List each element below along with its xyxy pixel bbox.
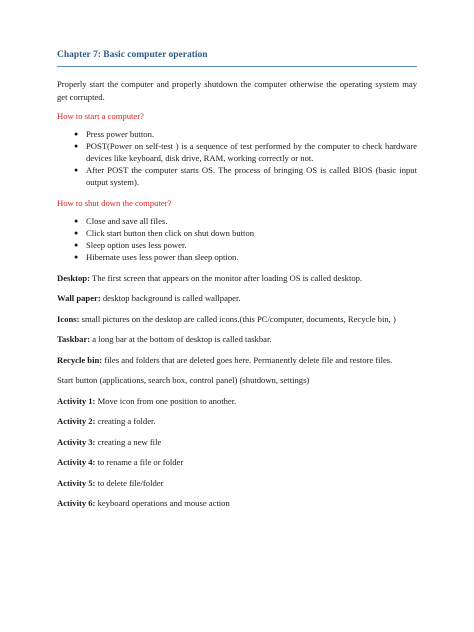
bullet-icon: ● bbox=[74, 130, 79, 138]
activity-term: Activity 3: bbox=[57, 436, 96, 447]
definition-text: a long bar at the bottom of desktop is called taskbar. bbox=[90, 334, 272, 344]
list-item: ● Sleep option uses less power. bbox=[74, 240, 187, 251]
chapter-title: Chapter 7: Basic computer operation bbox=[57, 50, 417, 67]
shutdown-steps-list bbox=[57, 215, 417, 263]
activity-term: Activity 6: bbox=[57, 498, 96, 508]
bullet-icon: ● bbox=[74, 253, 79, 262]
activity-1 bbox=[57, 395, 417, 407]
activity-text: to rename a file or folder bbox=[95, 457, 184, 467]
definition-term: Desktop: bbox=[57, 272, 90, 283]
bullet-icon: ● bbox=[74, 217, 79, 226]
definition-term: Recycle bin: bbox=[57, 354, 103, 365]
activity-term: Activity 2: bbox=[57, 416, 96, 426]
definitions-section bbox=[57, 272, 417, 510]
start-button-note: Start button (applications, search box, control panel) (shutdown, settings) bbox=[57, 375, 310, 385]
list-item: ● Press power button. bbox=[74, 129, 155, 139]
definition-text: small pictures on the desktop are called icons.(this PC/computer, documents, Recycle bin, ) bbox=[79, 313, 396, 324]
shutdown-section-heading: How to shut down the computer? bbox=[57, 198, 172, 208]
activity-text: keyboard operations and mouse action bbox=[95, 498, 230, 508]
start-steps-list bbox=[57, 128, 417, 188]
activity-2 bbox=[57, 415, 417, 427]
list-item: ● After POST the computer starts OS. The process of bringing OS is called BIOS (basic input output system). bbox=[74, 165, 417, 187]
definition-text: The first screen that appears on the monitor after loading OS is called desktop. bbox=[89, 272, 363, 283]
start-section-heading: How to start a computer? bbox=[57, 110, 144, 121]
list-item: ● POST(Power on self-test ) is a sequence of test performed by the computer to check hardware devices like keyboard, disk drive, RAM, working correctly or not. bbox=[74, 141, 417, 163]
activity-term: Activity 4: bbox=[57, 457, 96, 467]
definition-text: desktop background is called wallpaper. bbox=[100, 293, 241, 303]
activity-text: to delete file/folder bbox=[95, 477, 164, 488]
list-item: ● Close and save all files. bbox=[74, 216, 168, 227]
list-item: ● Click start button then click on shut down button bbox=[74, 228, 255, 239]
definition-term: Wall paper: bbox=[57, 293, 101, 303]
bullet-icon: ● bbox=[74, 229, 79, 238]
activity-3 bbox=[57, 436, 417, 448]
activity-4 bbox=[57, 456, 417, 468]
intro-paragraph: Properly start the computer and properly shutdown the computer otherwise the operating system may get corrupted. bbox=[57, 79, 417, 102]
definition-wallpaper bbox=[57, 292, 417, 304]
definition-desktop bbox=[57, 272, 417, 284]
bullet-icon: ● bbox=[74, 241, 79, 250]
activity-text: Move icon from one position to another. bbox=[95, 395, 237, 406]
activity-text: creating a folder. bbox=[95, 416, 156, 426]
activity-text: creating a new file bbox=[95, 436, 162, 447]
activity-term: Activity 1: bbox=[57, 395, 96, 406]
definition-recycle-bin bbox=[57, 354, 417, 366]
definition-icons bbox=[57, 313, 417, 325]
bullet-icon: ● bbox=[74, 142, 79, 150]
definition-taskbar bbox=[57, 333, 417, 345]
definition-text: files and folders that are deleted goes here. Permanently delete file and restore files. bbox=[102, 354, 393, 365]
document-page bbox=[57, 50, 417, 509]
bullet-icon: ● bbox=[74, 166, 79, 174]
activity-term: Activity 5: bbox=[57, 477, 96, 488]
definition-term: Icons: bbox=[57, 313, 80, 324]
activity-6 bbox=[57, 497, 417, 509]
list-item: ● Hibernate uses less power than sleep option. bbox=[74, 252, 239, 263]
activity-5 bbox=[57, 477, 417, 489]
definition-term: Taskbar: bbox=[57, 334, 91, 344]
